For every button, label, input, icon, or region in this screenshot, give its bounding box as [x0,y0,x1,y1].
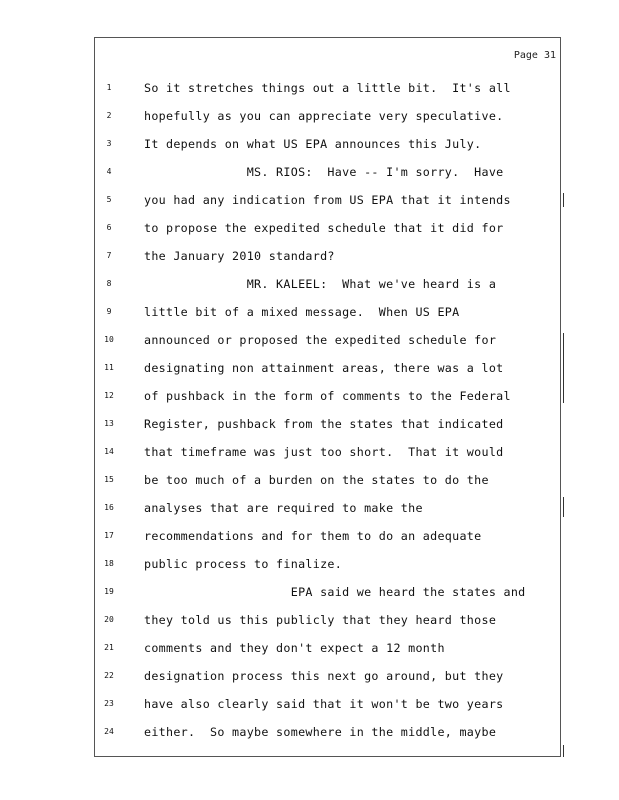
line-number: 14 [104,447,114,456]
line-number: 13 [104,419,114,428]
margin-mark [563,745,564,757]
line-number: 7 [106,251,112,260]
transcript-line: little bit of a mixed message. When US EPA [144,305,460,319]
transcript-line: So it stretches things out a little bit. It's all [144,81,511,95]
transcript-line: hopefully as you can appreciate very speculative. [144,109,504,123]
line-number: 3 [106,139,112,148]
line-number: 23 [104,699,114,708]
transcript-line: announced or proposed the expedited schedule for [144,333,497,347]
line-number: 10 [104,335,114,344]
transcript-page [94,37,561,757]
line-number: 22 [104,671,114,680]
transcript-line: the January 2010 standard? [144,249,335,263]
transcript-line: have also clearly said that it won't be two years [144,697,504,711]
page-number: Page 31 [513,50,556,61]
transcript-line: be too much of a burden on the states to do the [144,473,489,487]
transcript-line: of pushback in the form of comments to the Federal [144,389,511,403]
line-number: 17 [104,531,114,540]
transcript-line: EPA said we heard the states and [144,585,526,599]
margin-mark [563,333,564,403]
line-number: 1 [106,83,112,92]
transcript-line: MS. RIOS: Have -- I'm sorry. Have [144,165,504,179]
transcript-line: they told us this publicly that they heard those [144,613,497,627]
line-number: 11 [104,363,114,372]
transcript-line: either. So maybe somewhere in the middle, maybe [144,725,497,739]
line-number: 21 [104,643,114,652]
line-number: 20 [104,615,114,624]
transcript-line: Register, pushback from the states that indicated [144,417,504,431]
line-number: 6 [106,223,112,232]
transcript-line: public process to finalize. [144,557,343,571]
transcript-line: designating non attainment areas, there was a lot [144,361,504,375]
line-number: 12 [104,391,114,400]
line-number: 18 [104,559,114,568]
line-number: 15 [104,475,114,484]
line-number: 16 [104,503,114,512]
margin-mark [563,193,564,207]
transcript-line: to propose the expedited schedule that it did for [144,221,504,235]
line-number: 5 [106,195,112,204]
transcript-line: recommendations and for them to do an adequate [144,529,482,543]
transcript-line: It depends on what US EPA announces this July. [144,137,482,151]
transcript-line: designation process this next go around, but they [144,669,504,683]
line-number: 8 [106,279,112,288]
transcript-line: that timeframe was just too short. That it would [144,445,504,459]
transcript-line: MR. KALEEL: What we've heard is a [144,277,497,291]
line-number: 19 [104,587,114,596]
transcript-line: comments and they don't expect a 12 month [144,641,445,655]
transcript-line: analyses that are required to make the [144,501,423,515]
transcript-line: you had any indication from US EPA that it intends [144,193,511,207]
margin-mark [563,497,564,517]
line-number: 24 [104,727,114,736]
line-number: 4 [106,167,112,176]
line-number: 2 [106,111,112,120]
line-number: 9 [106,307,112,316]
